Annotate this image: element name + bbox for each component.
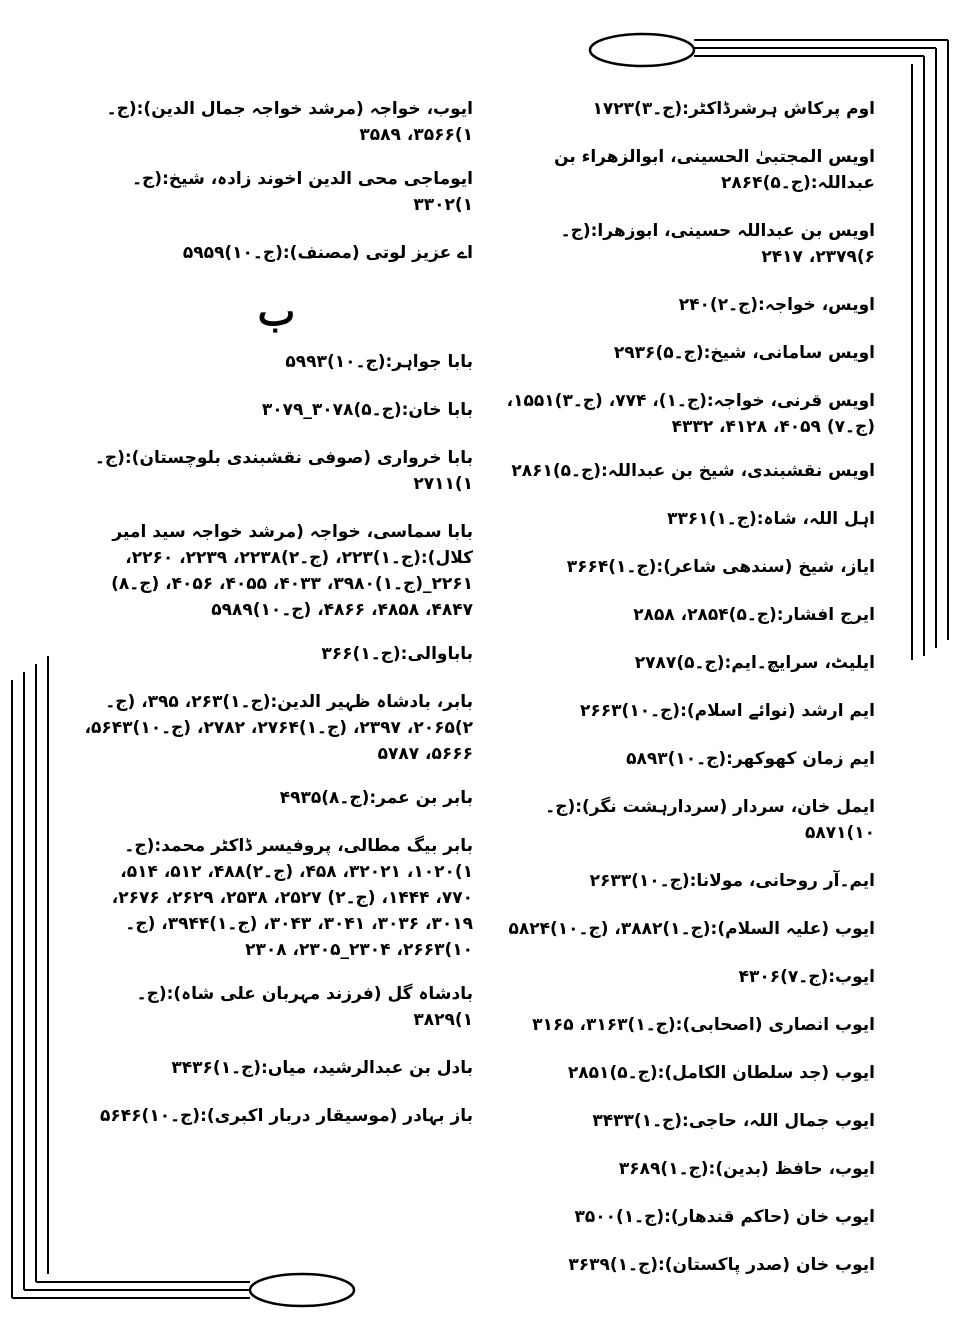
index-entry: بابا جواہر:(ج۔۱۰)۵۹۹۳ (285, 352, 473, 372)
index-entry: ایلیٹ، سرایچ۔ایم:(ج۔۵)۲۷۸۷ (634, 653, 875, 673)
index-entry: بابا خرواری (صوفی نقشبندی بلوچستان):(ج۔۱)۲۷۱۱ (94, 448, 473, 494)
index-entry: اویس قرنی، خواجہ:(ج۔۱)، ۷۷۴، (ج۔۳)۱۵۵۱، (ج۔۷) ۴۰۵۹، ۴۱۲۸، ۴۳۳۲ (506, 391, 875, 437)
index-entry: بادشاہ گل (فرزند مہربان علی شاہ):(ج۔۱)۳۸۲۹ (136, 984, 473, 1030)
index-entry: بادل بن عبدالرشید، میاں:(ج۔۱)۳۴۳۶ (171, 1058, 473, 1078)
index-entry: بابر بن عمر:(ج۔۸)۴۹۳۵ (279, 788, 473, 808)
left-column (80, 96, 473, 1151)
index-entry: ایمل خان، سردار (سردارہشت نگر):(ج۔۱۰)۵۸۷۱ (545, 797, 875, 843)
index-entry: بابر بیگ مطالی، پروفیسر ڈاکٹر محمد:(ج۔۱)۱۰۲۰، ۳۲۰۲۱، ۴۵۸، (ج۔۲)۴۸۸، ۵۱۲، ۵۱۴، ۷۷۰، ۱۴۴۴، (ج۔۲) ۲۵۲۷، ۲۵۳۸، ۲۶۲۹، ۲۶۷۶، ۳۰۱۹، ۳۰۳۶، ۳۰۴۱، ۳۰۴۳، (ج۔۱)۳۹۴۴، (ج۔۱۰)۲۶۶۳، ۲۳۰۴_۲۳۰۵، ۲۳۰۸ (111, 836, 473, 960)
index-entry: اویس بن عبداللہ حسینی، ابوزھرا:(ج۔۶)۲۳۷۹، ۲۴۱۷ (560, 221, 875, 267)
index-entry: اویس سامانی، شیخ:(ج۔۵)۲۹۳۶ (613, 343, 875, 363)
index-entry: ایوب خان (صدر پاکستان):(ج۔۱)۳۶۳۹ (568, 1255, 875, 1275)
index-entry: اویس المجتبیٰ الحسینی، ابوالزھراء بن عبداللہ:(ج۔۵)۲۸۶۴ (554, 147, 875, 193)
index-entry: ایم ارشد (نوائے اسلام):(ج۔۱۰)۲۶۶۳ (580, 701, 875, 721)
index-entry: اہل اللہ، شاہ:(ج۔۱)۳۳۶۱ (667, 509, 875, 529)
index-entry: اویس نقشبندی، شیخ بن عبداللہ:(ج۔۵)۲۸۶۱ (511, 461, 875, 481)
index-entry: باباوالی:(ج۔۱)۳۶۶ (321, 644, 473, 664)
index-entry: ایوب، خواجہ (مرشد خواجہ جمال الدین):(ج۔۱)۳۵۶۶، ۳۵۸۹ (106, 99, 473, 145)
index-entry: ایوب:(ج۔۷)۴۳۰۶ (738, 967, 875, 987)
index-entry: بابا سماسی، خواجہ (مرشد خواجہ سید امیر کلال):(ج۔۱)۲۲۳، (ج۔۲)۲۲۳۸، ۲۲۳۹، ۲۲۶۰، ۲۲۶۱_(ج۔۱)۳۹۸۰، ۴۰۳۳، ۴۰۵۵، ۴۰۵۶، (ج۔۸) ۴۸۴۷، ۴۸۵۸، ۴۸۶۶، (ج۔۱۰)۵۹۸۹ (111, 522, 473, 620)
index-entry: ایرج افشار:(ج۔۵)۲۸۵۴، ۲۸۵۸ (633, 605, 875, 625)
right-column (495, 96, 875, 1300)
index-entry: ایوب انصاری (اصحابی):(ج۔۱)۳۱۶۳، ۳۱۶۵ (532, 1015, 875, 1035)
index-entry: بابر، بادشاہ ظہیر الدین:(ج۔۱)۲۶۳، ۳۹۵، (ج۔۲)۲۰۶۵، ۲۳۹۷، (ج۔۱)۲۷۶۴، ۲۷۸۲، (ج۔۱۰)۵۶۴۳، ۵۶۶۶، ۵۷۸۷ (84, 692, 473, 764)
index-entry: باز بہادر (موسیقار دربار اکبری):(ج۔۱۰)۵۶۴۶ (100, 1106, 473, 1126)
index-entry: ایوماجی محی الدین اخوند زادہ، شیخ:(ج۔۱)۳۳۰۲ (132, 169, 473, 215)
index-entry: اویس، خواجہ:(ج۔۲)۲۴۰ (678, 295, 875, 315)
index-entry: ایم زمان کھوکھر:(ج۔۱۰)۵۸۹۳ (626, 749, 875, 769)
index-entry: بابا خان:(ج۔۵)۳۰۷۸_۳۰۷۹ (261, 400, 473, 420)
index-entry: اے عزیز لوتی (مصنف):(ج۔۱۰)۵۹۵۹ (182, 243, 473, 263)
index-entry: ایوب جمال اللہ، حاجی:(ج۔۱)۳۴۳۳ (592, 1111, 875, 1131)
top-oval-ornament (590, 34, 694, 66)
index-entry: ایوب خان (حاکم قندھار):(ج۔۱)۳۵۰۰ (574, 1207, 875, 1227)
index-entry: ایم۔آر روحانی، مولانا:(ج۔۱۰)۲۶۳۳ (589, 871, 875, 891)
section-heading: ب (257, 288, 296, 335)
index-entry: ایوب (علیہ السلام):(ج۔۱)۳۸۸۲، (ج۔۱۰)۵۸۲۴ (508, 919, 875, 939)
index-entry: ایاز، شیخ (سندھی شاعر):(ج۔۱)۳۶۶۴ (566, 557, 875, 577)
index-entry: اوم پرکاش ہرشرڈاکٹر:(ج۔۳)۱۷۲۳ (592, 99, 875, 119)
index-entry: ایوب (جد سلطان الکامل):(ج۔۵)۲۸۵۱ (567, 1063, 875, 1083)
index-entry: ایوب، حافظ (بدین):(ج۔۱)۳۶۸۹ (618, 1159, 875, 1179)
bottom-oval-ornament (250, 1274, 354, 1306)
